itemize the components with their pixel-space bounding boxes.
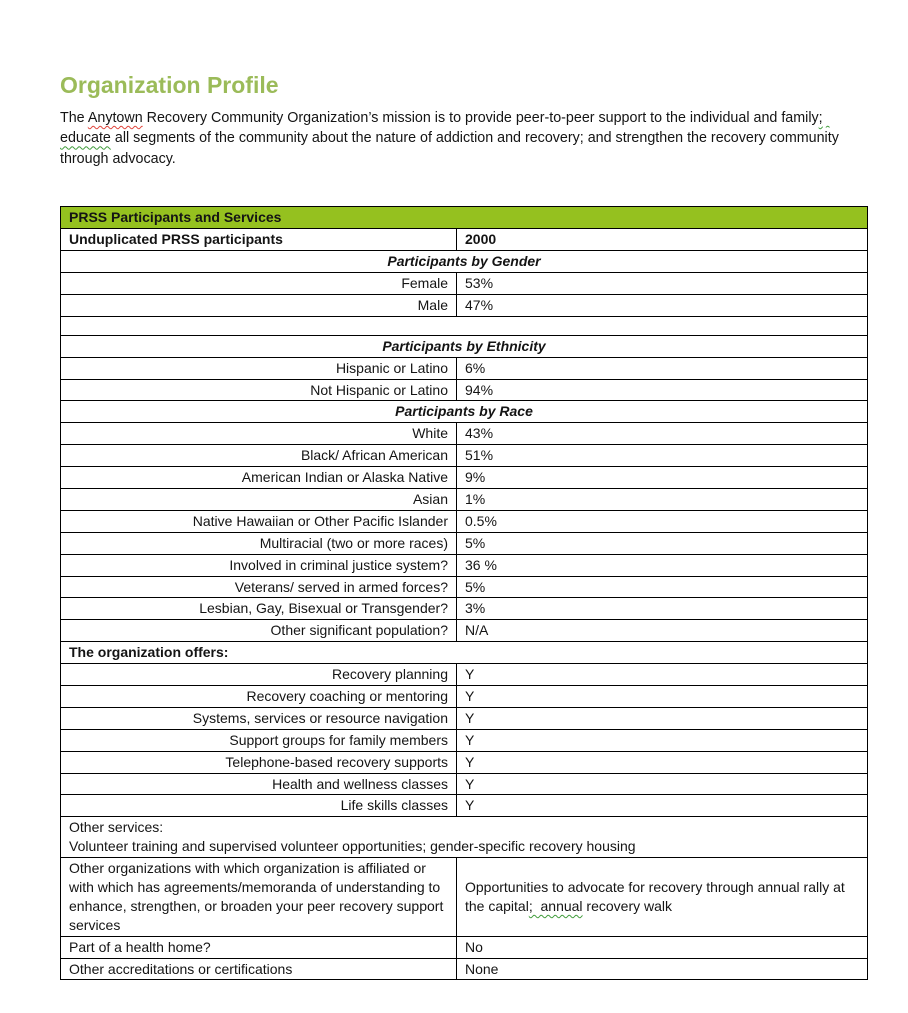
table-row	[61, 576, 868, 598]
mission-paragraph	[60, 108, 850, 169]
table-row	[61, 423, 868, 445]
section-header-cell: Participants by Race	[61, 401, 868, 423]
row-value-cell: 51%	[457, 445, 868, 467]
spelling-marked-text: Anytown	[87, 110, 143, 126]
row-value-cell: N/A	[457, 620, 868, 642]
table-row	[61, 751, 868, 773]
row-value-cell: Y	[457, 729, 868, 751]
paragraph-text: all segments of the community about the nature of addiction and recovery; and strengthen the recovery community through advocacy.	[60, 130, 843, 167]
row-value-cell: Y	[457, 751, 868, 773]
row-label-cell: Other organizations with which organization is affiliated or with which has agreements/memoranda of understanding to enhance, strengthen, or broaden your peer recovery support services	[61, 858, 457, 937]
row-label-cell: Involved in criminal justice system?	[61, 554, 457, 576]
row-label-cell: Asian	[61, 489, 457, 511]
table-row	[61, 620, 868, 642]
row-value-cell: 1%	[457, 489, 868, 511]
spacer-cell	[61, 316, 868, 335]
row-value-cell: Y	[457, 664, 868, 686]
table-row	[61, 335, 868, 357]
table-row	[61, 598, 868, 620]
row-value-cell: Y	[457, 795, 868, 817]
prss-table-body	[61, 207, 868, 980]
row-label-cell: Native Hawaiian or Other Pacific Islander	[61, 510, 457, 532]
row-label-cell: Support groups for family members	[61, 729, 457, 751]
paragraph-text: Recovery Community Organization’s mission is to provide peer-to-peer support to the individual and family	[142, 110, 819, 126]
table-row	[61, 445, 868, 467]
table-row	[61, 489, 868, 511]
table-row	[61, 795, 868, 817]
row-value-cell	[457, 858, 868, 937]
table-row	[61, 858, 868, 937]
full-row-line: Volunteer training and supervised volunteer opportunities; gender-specific recovery housing	[69, 838, 636, 855]
row-value-cell: 43%	[457, 423, 868, 445]
section-header-cell: Participants by Gender	[61, 251, 868, 273]
full-row-line: The organization offers:	[69, 644, 229, 661]
table-row	[61, 294, 868, 316]
document-content	[60, 72, 867, 980]
table-row	[61, 664, 868, 686]
section-header-cell: Participants by Ethnicity	[61, 335, 868, 357]
table-row	[61, 316, 868, 335]
table-row	[61, 357, 868, 379]
row-label-cell: American Indian or Alaska Native	[61, 467, 457, 489]
row-label-cell: White	[61, 423, 457, 445]
table-row	[61, 686, 868, 708]
table-row	[61, 642, 868, 664]
row-value-cell: 5%	[457, 576, 868, 598]
row-value-cell: 94%	[457, 379, 868, 401]
row-label-cell: Lesbian, Gay, Bisexual or Transgender?	[61, 598, 457, 620]
full-row-line: Other services:	[69, 819, 164, 836]
prss-table	[60, 206, 868, 980]
full-row-cell	[61, 817, 868, 858]
row-label-cell: Not Hispanic or Latino	[61, 379, 457, 401]
row-value-cell: 36 %	[457, 554, 868, 576]
row-value-cell: 3%	[457, 598, 868, 620]
page-title: Organization Profile	[60, 72, 279, 98]
row-label-cell: Recovery coaching or mentoring	[61, 686, 457, 708]
row-value-cell: 2000	[457, 229, 868, 251]
row-label-cell: Male	[61, 294, 457, 316]
table-row	[61, 251, 868, 273]
row-label-cell: Black/ African American	[61, 445, 457, 467]
row-label-cell: Other accreditations or certifications	[61, 958, 457, 980]
grammar-marked-text: ; annual	[528, 897, 583, 914]
row-label-cell: Health and wellness classes	[61, 773, 457, 795]
row-value-cell: 47%	[457, 294, 868, 316]
row-label-cell: Telephone-based recovery supports	[61, 751, 457, 773]
row-label-cell: Hispanic or Latino	[61, 357, 457, 379]
row-label-cell: Unduplicated PRSS participants	[61, 229, 457, 251]
row-value-cell: 0.5%	[457, 510, 868, 532]
table-row	[61, 729, 868, 751]
table-row	[61, 379, 868, 401]
row-value-cell: Y	[457, 686, 868, 708]
row-value-cell: 6%	[457, 357, 868, 379]
row-label-cell: Part of a health home?	[61, 936, 457, 958]
row-label-cell: Other significant population?	[61, 620, 457, 642]
value-text: recovery walk	[582, 897, 673, 914]
row-label-cell: Female	[61, 272, 457, 294]
table-row	[61, 773, 868, 795]
row-value-cell: Y	[457, 707, 868, 729]
table-row	[61, 207, 868, 229]
paragraph-text: The	[60, 110, 88, 126]
row-value-cell: 9%	[457, 467, 868, 489]
grammar-marked-text: ; educate	[60, 110, 831, 147]
table-row	[61, 532, 868, 554]
table-row	[61, 936, 868, 958]
row-value-cell: 53%	[457, 272, 868, 294]
value-text: Opportunities to advocate for recovery through annual rally at the capital	[465, 879, 849, 914]
table-row	[61, 817, 868, 858]
table-row	[61, 510, 868, 532]
full-row-cell	[61, 642, 868, 664]
row-value-cell: None	[457, 958, 868, 980]
table-row	[61, 272, 868, 294]
row-label-cell: Veterans/ served in armed forces?	[61, 576, 457, 598]
table-row	[61, 401, 868, 423]
table-row	[61, 229, 868, 251]
table-row	[61, 554, 868, 576]
table-band-header: PRSS Participants and Services	[61, 207, 868, 229]
table-row	[61, 467, 868, 489]
row-label-cell: Systems, services or resource navigation	[61, 707, 457, 729]
row-label-cell: Life skills classes	[61, 795, 457, 817]
row-value-cell: No	[457, 936, 868, 958]
row-label-cell: Recovery planning	[61, 664, 457, 686]
table-row	[61, 707, 868, 729]
row-label-cell: Multiracial (two or more races)	[61, 532, 457, 554]
row-value-cell: 5%	[457, 532, 868, 554]
table-row	[61, 958, 868, 980]
row-value-cell: Y	[457, 773, 868, 795]
